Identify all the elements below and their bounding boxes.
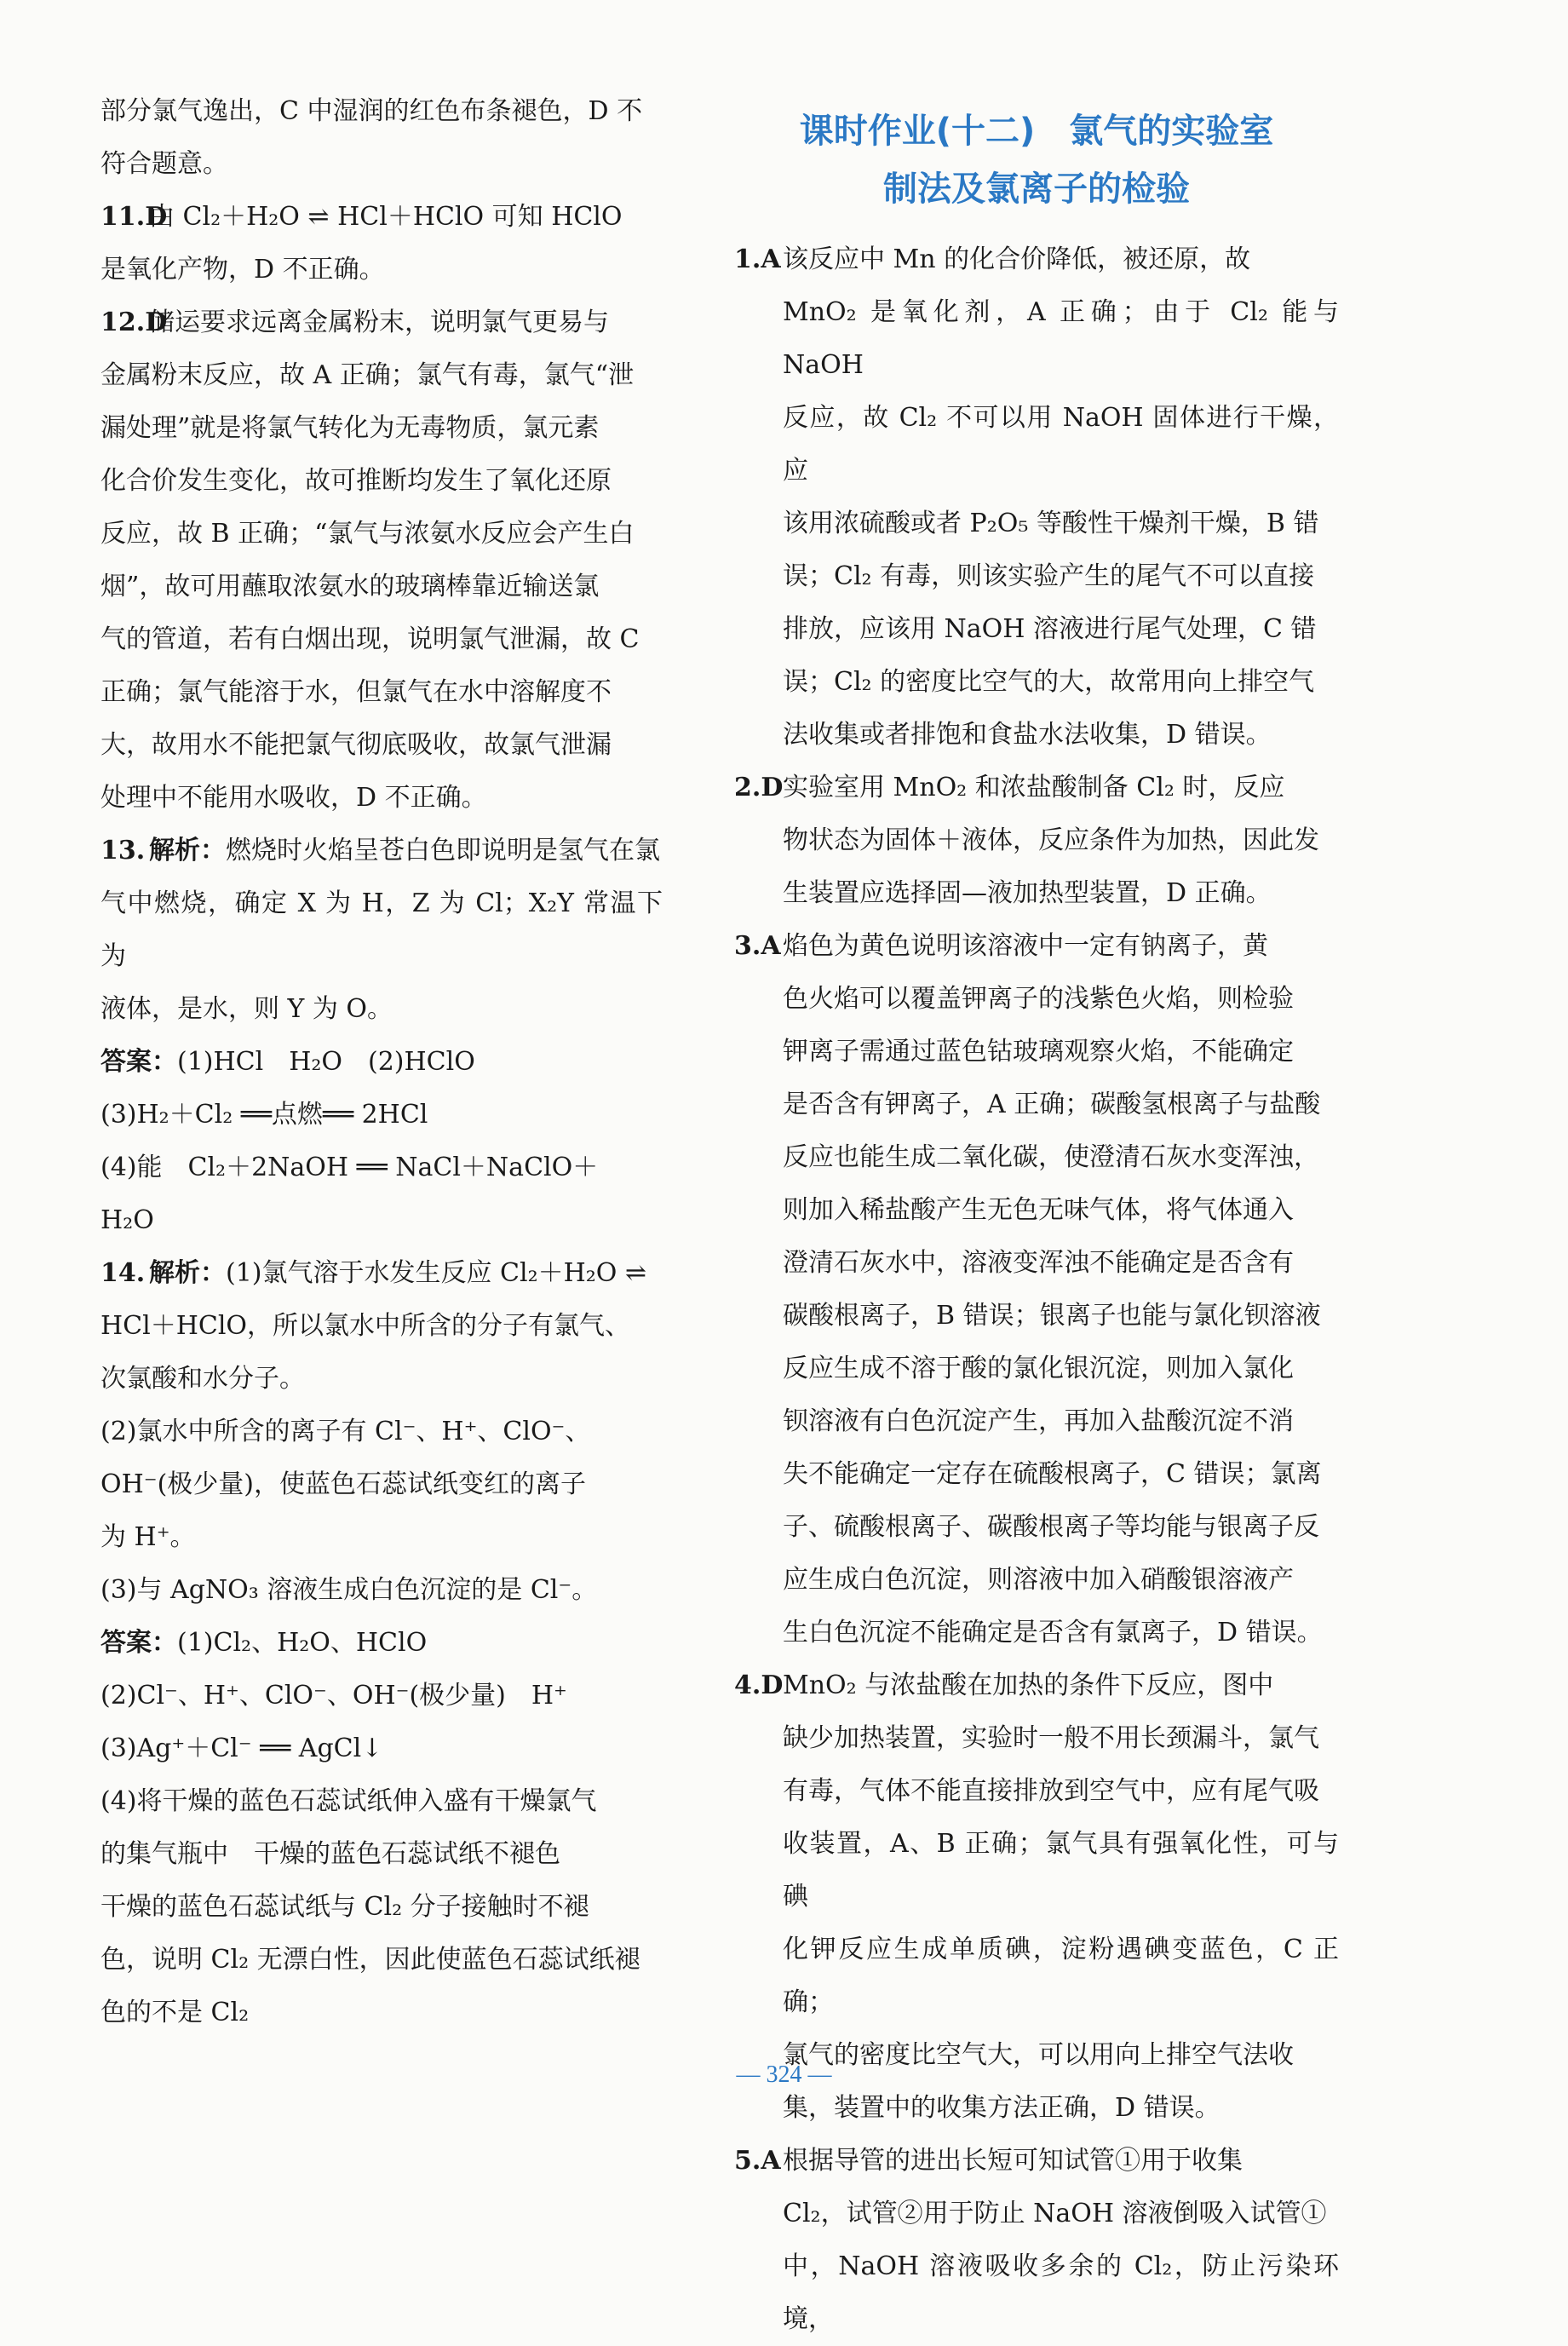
text-line: 氯气的密度比空气大，可以用向上排空气法收	[783, 2040, 1294, 2070]
text-line: OH⁻(极少量)，使蓝色石蕊试纸变红的离子	[101, 1469, 586, 1499]
answer-label: 答案：	[101, 1047, 177, 1077]
text-line: 该反应中 Mn 的化合价降低，被还原，故	[783, 244, 1251, 274]
text-line: 反应也能生成二氧化碳，使澄清石灰水变浑浊，	[783, 1142, 1319, 1172]
text-line: 生装置应选择固—液加热型装置，D 正确。	[783, 878, 1272, 908]
text-line: 部分氯气逸出，C 中湿润的红色布条褪色，D 不	[101, 96, 643, 126]
item-number: 3.A	[734, 931, 781, 961]
text-line: 则加入稀盐酸产生无色无味气体，将气体通入	[783, 1195, 1294, 1225]
text-line: 应生成白色沉淀，则溶液中加入硝酸银溶液产	[783, 1565, 1294, 1595]
text-line: 次氯酸和水分子。	[101, 1364, 305, 1394]
carry-over-text	[101, 85, 663, 191]
text-line: 误；Cl₂ 的密度比空气的大，故常用向上排空气	[783, 667, 1315, 697]
answer-label: 答案：	[101, 1628, 177, 1658]
text-line: 为 H⁺。	[101, 1522, 196, 1552]
text-line: 焰色为黄色说明该溶液中一定有钠离子，黄	[783, 931, 1268, 961]
text-line: 化合价发生变化，故可推断均发生了氧化还原	[101, 466, 612, 496]
text-line: (1)HCl H₂O (2)HClO	[177, 1047, 475, 1077]
text-line: 反应，故 B 正确；“氯气与浓氨水反应会产生白	[101, 519, 635, 549]
text-line: 该用浓硫酸或者 P₂O₅ 等酸性干燥剂干燥，B 错	[783, 509, 1319, 538]
text-line: 色的不是 Cl₂	[101, 1998, 250, 2027]
text-line: Cl₂，试管②用于防止 NaOH 溶液倒吸入试管①	[783, 2199, 1327, 2228]
item-number: 12.D	[101, 308, 168, 337]
answer-item-2	[734, 762, 1339, 920]
text-line: 储运要求远离金属粉末，说明氯气更易与	[149, 308, 609, 337]
text-line: (2)氯水中所含的离子有 Cl⁻、H⁺、ClO⁻、	[101, 1417, 591, 1446]
text-line: (1)氯气溶于水发生反应 Cl₂＋H₂O ⇌	[226, 1258, 647, 1288]
text-line: 气的管道，若有白烟出现，说明氯气泄漏，故 C	[101, 624, 640, 654]
text-line: (3)与 AgNO₃ 溶液生成白色沉淀的是 Cl⁻。	[101, 1575, 598, 1605]
text-line: 大，故用水不能把氯气彻底吸收，故氯气泄漏	[101, 730, 612, 760]
text-line: 钡溶液有白色沉淀产生，再加入盐酸沉淀不消	[783, 1406, 1294, 1436]
text-line: H₂O	[101, 1205, 154, 1235]
text-line: (1)Cl₂、H₂O、HClO	[177, 1628, 428, 1658]
section-heading	[734, 102, 1339, 218]
text-line: 法收集或者排饱和食盐水法收集，D 错误。	[783, 720, 1272, 750]
equation-line: (3)Ag⁺＋Cl⁻ ══ AgCl↓	[101, 1734, 383, 1763]
text-line: 集，装置中的收集方法正确，D 错误。	[783, 2093, 1221, 2123]
text-line: 反应，故 Cl₂ 不可以用 NaOH 固体进行干燥，应	[783, 403, 1339, 486]
text-line: MnO₂ 与浓盐酸在加热的条件下反应，图中	[783, 1670, 1274, 1700]
item-number: 11.D	[101, 202, 168, 232]
text-line: MnO₂ 是氧化剂，A 正确；由于 Cl₂ 能与 NaOH	[783, 297, 1339, 380]
answer-item-3	[734, 920, 1339, 1659]
text-line: 反应生成不溶于酸的氯化银沉淀，则加入氯化	[783, 1354, 1294, 1383]
text-line: 处理中不能用水吸收，D 不正确。	[101, 783, 487, 813]
analysis-label: 解析：	[149, 836, 226, 865]
text-line: 碳酸根离子，B 错误；银离子也能与氯化钡溶液	[783, 1301, 1321, 1331]
equation-line: (3)H₂＋Cl₂ ══点燃══ 2HCl	[101, 1100, 428, 1130]
text-line: 燃烧时火焰呈苍白色即说明是氢气在氯	[226, 836, 660, 865]
text-line: 气中燃烧，确定 X 为 H，Z 为 Cl；X₂Y 常温下为	[101, 888, 663, 971]
text-line: 失不能确定一定存在硫酸根离子，C 错误；氯离	[783, 1459, 1322, 1489]
text-line: 误；Cl₂ 有毒，则该实验产生的尾气不可以直接	[783, 561, 1315, 591]
text-line: 是否含有钾离子，A 正确；碳酸氢根离子与盐酸	[783, 1090, 1321, 1119]
text-line: 化钾反应生成单质碘，淀粉遇碘变蓝色，C 正确；	[783, 1935, 1339, 2017]
answer-item-1	[734, 233, 1339, 762]
text-line: 由 Cl₂＋H₂O ⇌ HCl＋HClO 可知 HClO	[149, 202, 623, 232]
text-line: 收装置，A、B 正确；氯气具有强氧化性，可与碘	[783, 1829, 1339, 1912]
item-number: 4.D	[734, 1670, 784, 1700]
text-line: (2)Cl⁻、H⁺、ClO⁻、OH⁻(极少量) H⁺	[101, 1681, 567, 1711]
text-line: 金属粉末反应，故 A 正确；氯气有毒，氯气“泄	[101, 360, 635, 390]
text-line: 烟”，故可用蘸取浓氨水的玻璃棒靠近输送氯	[101, 572, 600, 601]
item-number: 14.	[101, 1258, 146, 1288]
text-line: 液体，是水，则 Y 为 O。	[101, 994, 393, 1024]
text-line: 符合题意。	[101, 149, 228, 179]
text-line: 澄清石灰水中，溶液变浑浊不能确定是否含有	[783, 1248, 1294, 1278]
page-number: — 324 —	[736, 2061, 832, 2088]
answer-item-11	[101, 191, 663, 244]
text-line: 的集气瓶中 干燥的蓝色石蕊试纸不褪色	[101, 1839, 560, 1869]
item-number: 2.D	[734, 773, 784, 802]
analysis-label: 解析：	[149, 1258, 226, 1288]
item-number: 13.	[101, 836, 146, 865]
item-number: 5.A	[734, 2146, 781, 2176]
text-line: (4)将干燥的蓝色石蕊试纸伸入盛有干燥氯气	[101, 1786, 597, 1816]
text-line: 干燥的蓝色石蕊试纸与 Cl₂ 分子接触时不褪	[101, 1892, 589, 1922]
text-line: 漏处理”就是将氯气转化为无毒物质，氯元素	[101, 413, 600, 443]
text-line: 物状态为固体＋液体，反应条件为加热，因此发	[783, 825, 1319, 855]
answer-item-5	[734, 2135, 1339, 2346]
text-line: 有毒，气体不能直接排放到空气中，应有尾气吸	[783, 1776, 1319, 1806]
text-line: 正确；氯气能溶于水，但氯气在水中溶解度不	[101, 677, 612, 707]
heading-line: 制法及氯离子的检验	[883, 170, 1190, 209]
text-line: 钾离子需通过蓝色钴玻璃观察火焰，不能确定	[783, 1037, 1294, 1067]
text-line: 中，NaOH 溶液吸收多余的 Cl₂，防止污染环境，	[783, 2251, 1339, 2334]
text-line: 子、硫酸根离子、碳酸根离子等均能与银离子反	[783, 1512, 1319, 1542]
right-column	[734, 92, 1339, 2346]
text-line: 缺少加热装置，实验时一般不用长颈漏斗，氯气	[783, 1723, 1319, 1753]
answer-item-14	[101, 1247, 663, 1300]
text-line: (4)能 Cl₂＋2NaOH ══ NaCl＋NaClO＋	[101, 1153, 599, 1182]
text-line: 色火焰可以覆盖钾离子的浅紫色火焰，则检验	[783, 984, 1294, 1014]
answer-item-13	[101, 825, 663, 877]
text-line: 根据导管的进出长短可知试管①用于收集	[783, 2146, 1243, 2176]
text-line: HCl＋HClO，所以氯水中所含的分子有氯气、	[101, 1311, 631, 1341]
text-line: 实验室用 MnO₂ 和浓盐酸制备 Cl₂ 时，反应	[783, 773, 1285, 802]
text-line: 是氧化产物，D 不正确。	[101, 255, 385, 285]
left-column	[101, 85, 663, 2039]
text-line: 色，说明 Cl₂ 无漂白性，因此使蓝色石蕊试纸褪	[101, 1945, 640, 1975]
text-line: 排放，应该用 NaOH 溶液进行尾气处理，C 错	[783, 614, 1317, 644]
heading-line: 课时作业(十二) 氯气的实验室	[799, 112, 1274, 151]
item-number: 1.A	[734, 244, 781, 274]
answer-item-12	[101, 296, 663, 349]
text-line: 生白色沉淀不能确定是否含有氯离子，D 错误。	[783, 1618, 1323, 1647]
